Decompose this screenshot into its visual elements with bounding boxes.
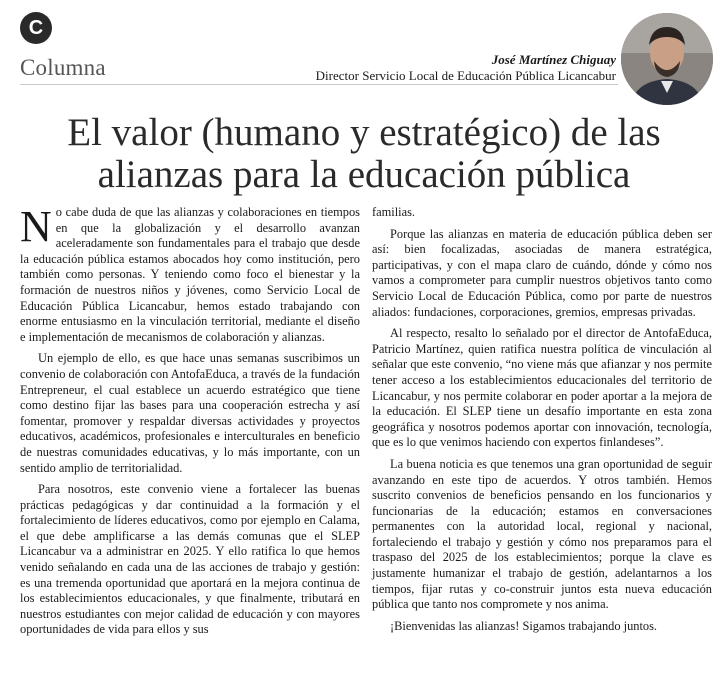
article-paragraph: Para nosotros, este convenio viene a fortalecer las buenas prácticas pedagógicas y dar continuidad a la formación y el fortalecimiento de líderes educativos, como por ejemplo en Calama, el que debe amplificarse a las demás comunas que el SLEP Licancabur va a administrar en 2025. Y ello ratifica lo que hemos venido señalando en cada una de las acciones de trabajo y gestión: es una tremenda oportunidad que aportará en la mejora continua de los establecimientos educacionales, y que finalmente, tributará en nuestros estudiantes con mejor calidad de educación y con mayores oportunidades de vida para ellos y sus — [20, 482, 360, 637]
header-divider — [20, 84, 618, 85]
author-role: Director Servicio Local de Educación Pública Licancabur — [315, 68, 616, 83]
article-paragraph — [20, 202, 360, 345]
article-paragraph: familias. — [372, 205, 416, 219]
article-column-right — [372, 205, 712, 681]
article-paragraph: La buena noticia es que tenemos una gran oportunidad de seguir avanzando en este tipo de acuerdos. Y otros también. Hemos suscrito convenios de beneficios pensando en los funcionarios y funcionarias de la educación; estamos en conversaciones permanentes con la autoridad local, regional y nacional, fortaleciendo el trabajo y gestión y cómo nos preparamos para el traspaso del 2025 de los establecimientos; porque la clave es justamente humanizar el trabajo de gestión, adelantarnos a los tiempos, fijar rutas y co-construir juntos esta nueva educación pública que tanto nos compromete y nos anima. — [372, 456, 712, 612]
article-paragraph: Al respecto, resalto lo señalado por el director de AntofaEduca, Patricio Martínez, quien ratifica nuestra política de vinculación al señalar que este convenio, “no viene más que afianzar y nos permite tener acceso a los establecimientos educacionales del territorio de Licancabur, y nos permite colaborar en poder aportar a la mejora de la educación. El SLEP tiene un desafío importante en esta zona geográfica y nosotros podemos aportar con innovación, tecnología, que es lo que venimos haciendo con expertos finlandeses”. — [372, 326, 712, 450]
author-name: José Martínez Chiguay — [491, 52, 616, 67]
article-paragraph: Porque las alianzas en materia de educación pública deben ser así: bien focalizadas, asociadas de manera estratégica, participativas, y con el mapa claro de cuándo, dónde y cómo nos vamos a comprometer para cumplir nuestros objetivos tanto como Servicio Local de Educación Pública, como por parte de nuestros aliados: fundaciones, corporaciones, gremios, empresas privadas. — [372, 226, 712, 319]
article-body — [20, 202, 712, 681]
column-badge-letter: C — [28, 16, 44, 39]
column-badge — [20, 12, 52, 44]
drop-cap: N — [20, 202, 52, 251]
author-portrait-icon — [621, 13, 713, 105]
section-label: Columna — [20, 55, 106, 80]
article-paragraph-text: o cabe duda de que las alianzas y colaboraciones en tiempos en que la globalización y el desarrollo avanzan aceleradamente son fundamentales para el trabajo que desde la educación pública estamos abocados hoy como institución, pero también como personas. Y teniendo como foco el bienestar y la formación de nuestros niños y jóvenes, como Servicio Local de Educación Pública Licancabur, hemos estado trabajando con enorme entusiasmo en la vinculación territorial, mediante el diseño e implementación de mecanismos de colaboración y alianzas. — [20, 205, 360, 344]
article-paragraph: Un ejemplo de ello, es que hace unas semanas suscribimos un convenio de colaboración con AntofaEduca, a través de la fundación Entrepreneur, el cual establece un acuerdo estratégico que tiene como destino fijar las bases para una cooperación estrecha y así fomentar, promover y respaldar diversas actividades y proyectos educativos, académicos, profesionales e interculturales en beneficio de nuestras comunidades educativas, y lo más importante, con un sentido amplio de territorialidad. — [20, 351, 360, 475]
article-paragraph: ¡Bienvenidas las alianzas! Sigamos trabajando juntos. — [390, 618, 658, 633]
author-photo — [621, 13, 713, 105]
article-column-left — [20, 202, 360, 681]
headline: El valor (humano y estratégico) de las alianzas para la educación pública — [67, 111, 661, 196]
